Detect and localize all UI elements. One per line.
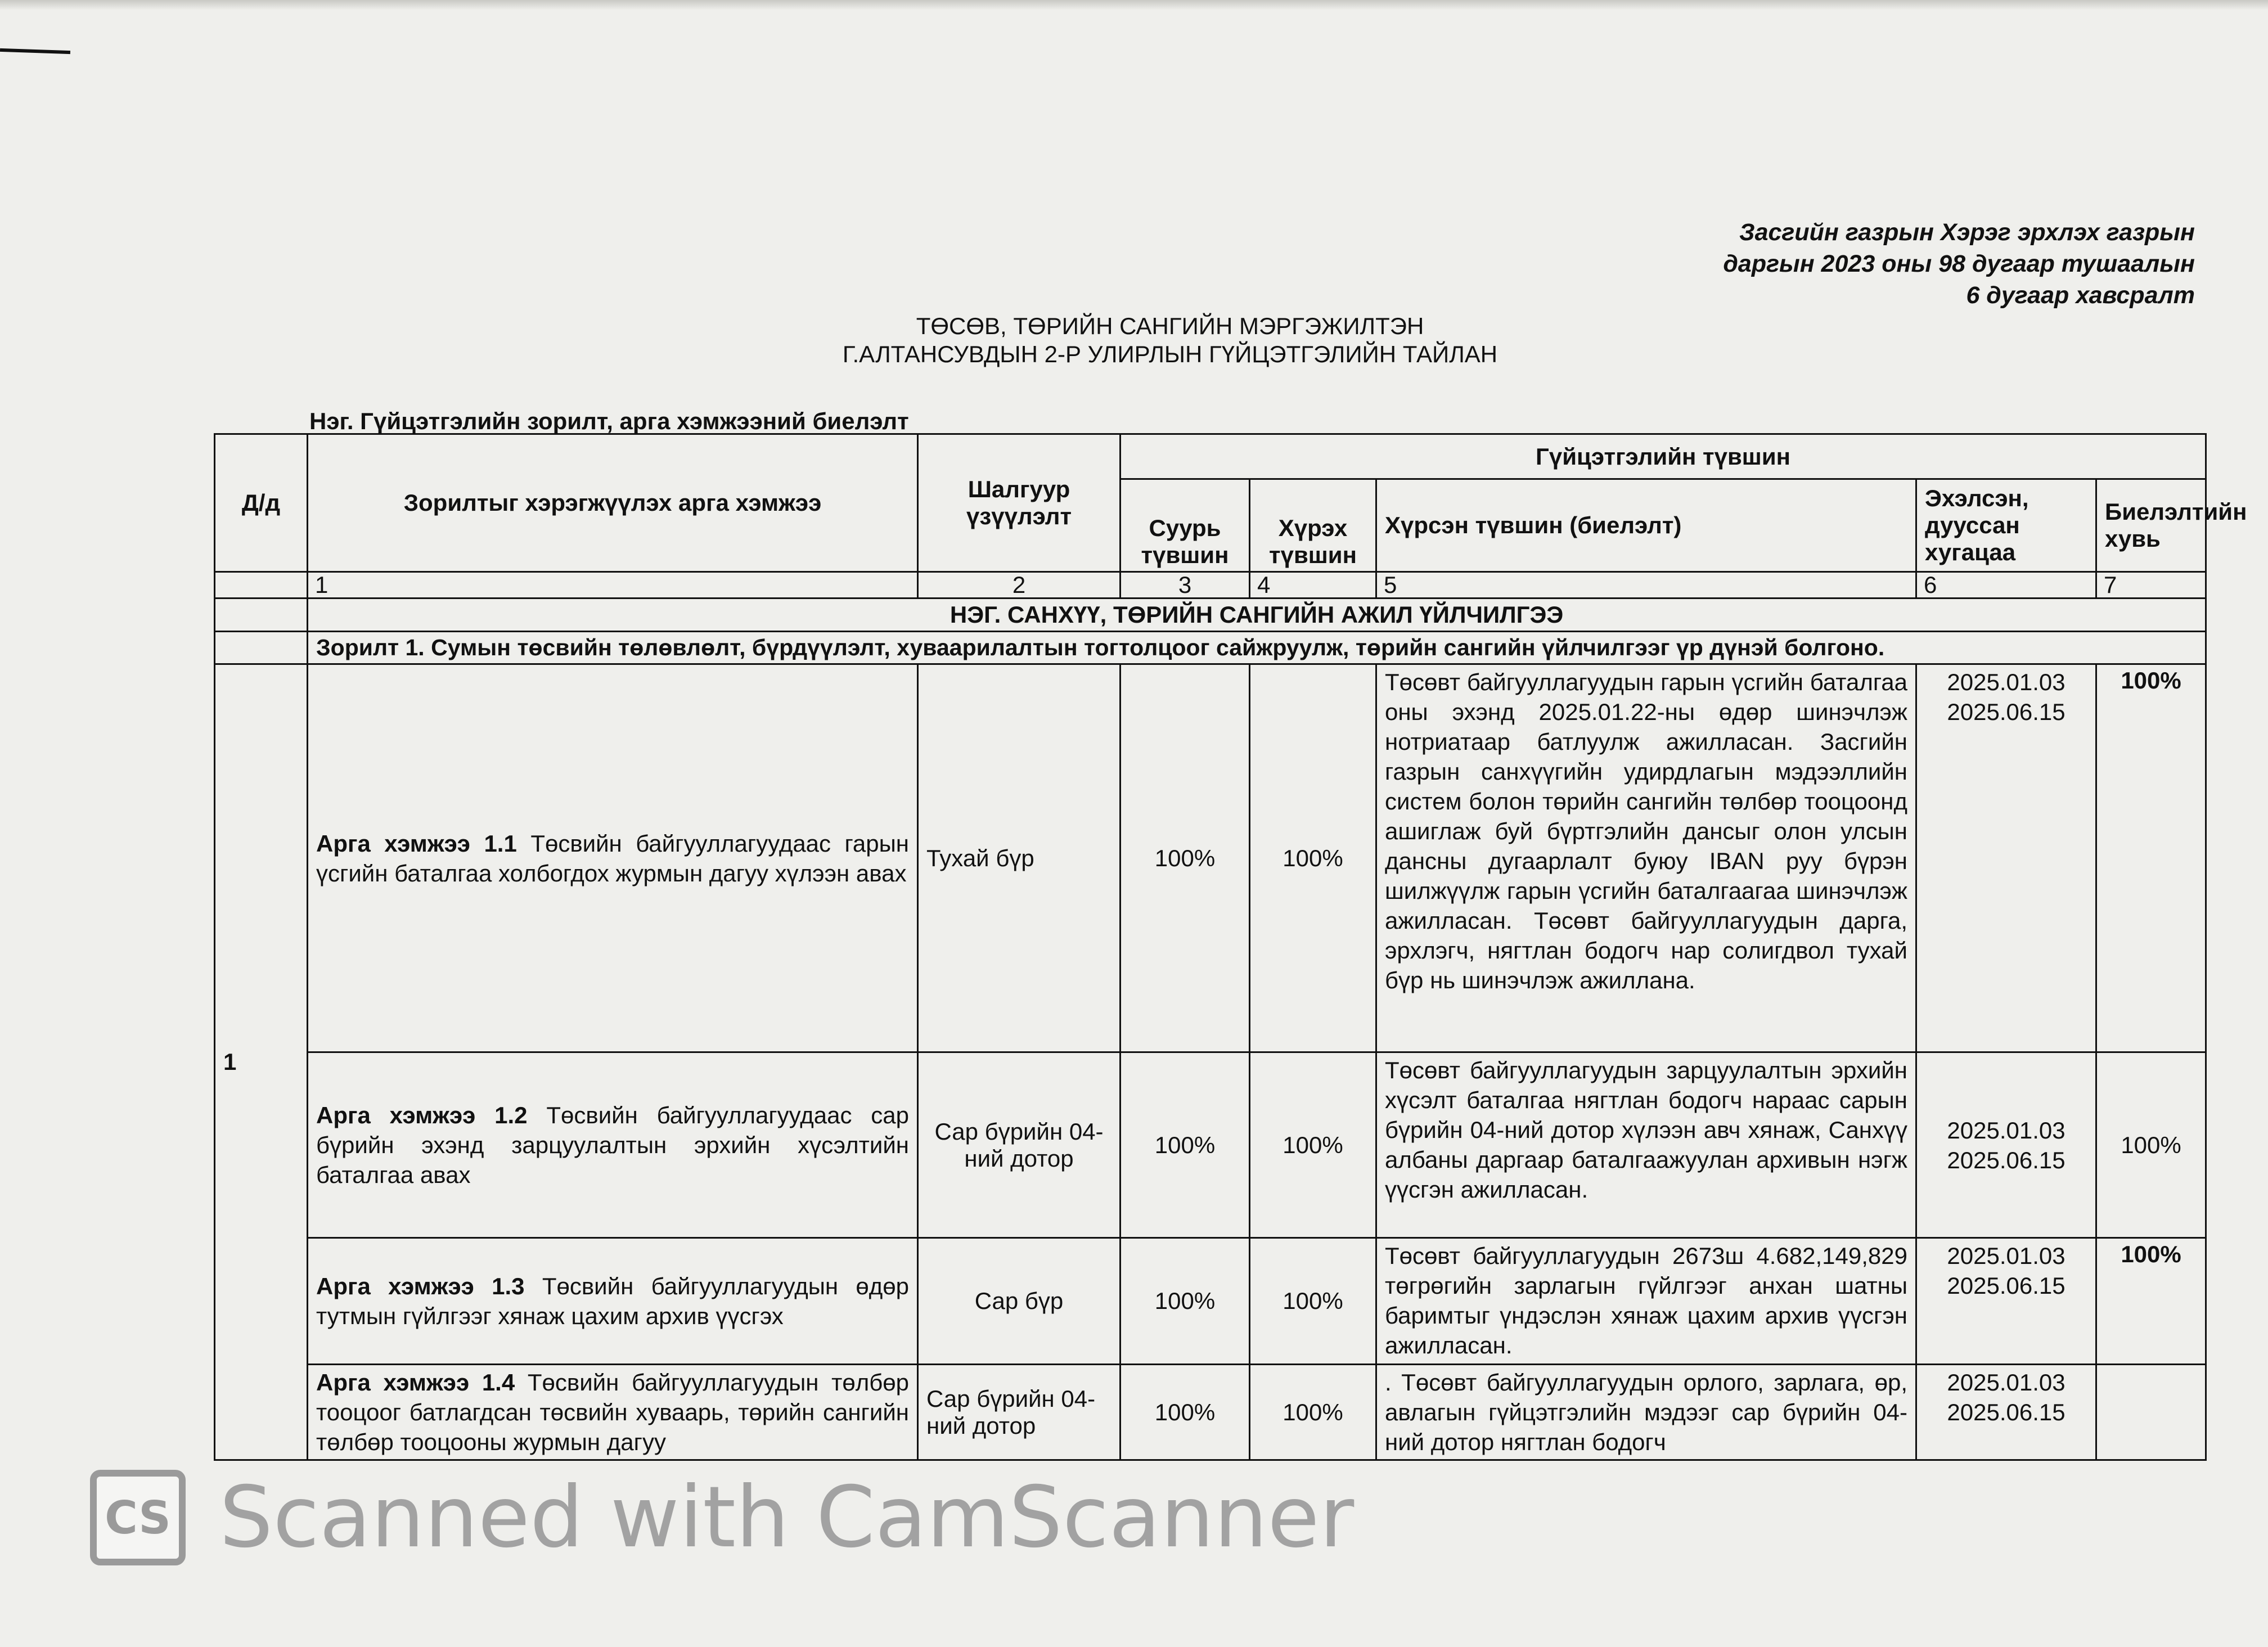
start-date: 2025.01.03 — [1947, 1117, 2066, 1144]
period-cell — [1916, 1238, 2096, 1365]
target-cell: 100% — [1250, 1365, 1376, 1460]
scan-top-edge — [0, 0, 2268, 10]
header-achieved: Хүрсэн түвшин (биелэлт) — [1376, 479, 1916, 572]
base-cell: 100% — [1120, 1052, 1250, 1238]
base-cell: 100% — [1120, 664, 1250, 1052]
column-number: 6 — [1916, 572, 2096, 598]
table-row — [215, 1238, 2206, 1365]
criteria-cell: Сар бүрийн 04-ний дотор — [918, 1365, 1120, 1460]
category-row: НЭГ. САНХҮҮ, ТӨРИЙН САНГИЙН АЖИЛ ҮЙЛЧИЛГЭЭ — [308, 598, 2206, 632]
end-date: 2025.06.15 — [1947, 699, 2066, 725]
performance-table — [214, 433, 2247, 1461]
criteria-cell: Сар бүр — [918, 1238, 1120, 1365]
measure-label: Арга хэмжээ 1.1 — [316, 830, 517, 857]
achieved-cell: Төсөвт байгууллагуудын гарын үсгийн баталгаа оны эхэнд 2025.01.22-ны өдөр шинэчлэж нотриатаар батлуулж ажилласан. Засгийн газрын санхүүгийн удирдлагын мэдээллийн систем болон төрийн сангийн төлбөр тооцоонд ашиглаж буй бүртгэлийн дансыг олон улсын дансны дугаарлалт буюу IBAN руу бүрэн шилжүүлж гарын үсгийн баталгаагаа шинэчлэж ажилласан. Төсөвт байгууллагуудын дарга, эрхлэгч, нягтлан бодогч нар солигдвол тухай бүр нь шинэчлэж ажиллана. — [1376, 664, 1916, 1052]
start-date: 2025.01.03 — [1947, 1243, 2066, 1269]
achieved-cell: . Төсөвт байгууллагуудын орлого, зарлага, өр, авлагын гүйцэтгэлийн мэдээг сар бүрийн 04-ний дотор нягтлан бодогч — [1376, 1365, 1916, 1460]
section-title: Нэг. Гүйцэтгэлийн зорилт, арга хэмжээний биелэлт — [309, 408, 909, 434]
end-date: 2025.06.15 — [1947, 1146, 2066, 1173]
criteria-cell: Сар бүрийн 04-ний дотор — [918, 1052, 1120, 1238]
approval-line: 6 дугаар хавсралт — [1966, 282, 2195, 309]
measure-cell — [308, 664, 918, 1052]
percent-cell — [2096, 1365, 2206, 1460]
row-number: 1 — [215, 664, 308, 1460]
category-spacer — [215, 598, 308, 632]
header-performance: Гүйцэтгэлийн түвшин — [1120, 434, 2206, 479]
measure-cell — [308, 1238, 918, 1365]
header-criteria: Шалгуур үзүүлэлт — [918, 434, 1120, 572]
approval-note — [1351, 217, 2195, 311]
period-cell — [1916, 1365, 2096, 1460]
header-dd: Д/д — [215, 434, 308, 572]
criteria-cell: Тухай бүр — [918, 664, 1120, 1052]
document-title — [703, 312, 1637, 368]
column-number: 5 — [1376, 572, 1916, 598]
start-date: 2025.01.03 — [1947, 669, 2066, 695]
approval-line: Засгийн газрын Хэрэг эрхлэх газрын — [1739, 219, 2195, 246]
percent-cell: 100% — [2096, 1052, 2206, 1238]
base-cell: 100% — [1120, 1365, 1250, 1460]
end-date: 2025.06.15 — [1947, 1272, 2066, 1299]
approval-line: даргын 2023 оны 98 дугаар тушаалын — [1723, 250, 2195, 277]
target-cell: 100% — [1250, 1238, 1376, 1365]
measure-cell — [308, 1365, 918, 1460]
header-base: Суурь түвшин — [1120, 479, 1250, 572]
measure-label: Арга хэмжээ 1.4 — [316, 1369, 515, 1396]
measure-text: Төсвийн байгууллагуудын төлбөр тооцоог батлагдсан төсвийн хуваарь, төрийн сангийн төлбөр тооцооны журмын дагуу — [316, 1369, 909, 1455]
header-target: Хүрэх түвшин — [1250, 479, 1376, 572]
measure-text: Төсвийн байгууллагуудаас сар бүрийн эхэнд зарцуулалтын эрхийн хүсэлтийн баталгаа авах — [316, 1102, 910, 1188]
column-number: 4 — [1250, 572, 1376, 598]
start-date: 2025.01.03 — [1947, 1369, 2066, 1396]
title-line: ТӨСӨВ, ТӨРИЙН САНГИЙН МЭРГЭЖИЛТЭН — [916, 313, 1424, 339]
camscanner-logo-icon: CS — [90, 1470, 186, 1565]
percent-cell: 100% — [2096, 1238, 2206, 1365]
camscanner-text: Scanned with CamScanner — [219, 1469, 1354, 1567]
header-percent: Биелэлтийн хувь — [2096, 479, 2206, 572]
column-number: 3 — [1120, 572, 1250, 598]
objective-spacer — [215, 632, 308, 664]
achieved-cell: Төсөвт байгууллагуудын 2673ш 4.682,149,829 төгрөгийн зарлагын гүйлгээг анхан шатны баримтыг үндэслэн хянаж цахим архив үүсгэн ажилласан. — [1376, 1238, 1916, 1365]
base-cell: 100% — [1120, 1238, 1250, 1365]
camscanner-watermark — [90, 1467, 1354, 1568]
measure-label: Арга хэмжээ 1.3 — [316, 1273, 525, 1299]
table-row — [215, 664, 2206, 1052]
column-number — [215, 572, 308, 598]
table-row — [215, 1052, 2206, 1238]
header-period: Эхэлсэн, дууссан хугацаа — [1916, 479, 2096, 572]
percent-cell: 100% — [2096, 664, 2206, 1052]
objective-row: Зорилт 1. Сумын төсвийн төлөвлөлт, бүрдүүлэлт, хуваарилалтын тогтолцоог сайжруулж, төрийн сангийн үйлчилгээг үр дүнэй болгоно. — [308, 632, 2206, 664]
header-measure: Зорилтыг хэрэгжүүлэх арга хэмжээ — [308, 434, 918, 572]
column-number: 1 — [308, 572, 918, 598]
measure-text: Төсвийн байгууллагуудаас гарын үсгийн баталгаа холбогдох журмын дагуу хүлээн авах — [316, 830, 910, 886]
column-number: 2 — [918, 572, 1120, 598]
end-date: 2025.06.15 — [1947, 1399, 2066, 1425]
column-number: 7 — [2096, 572, 2206, 598]
table-row — [215, 1365, 2206, 1460]
period-cell — [1916, 664, 2096, 1052]
target-cell: 100% — [1250, 664, 1376, 1052]
measure-cell — [308, 1052, 918, 1238]
measure-label: Арга хэмжээ 1.2 — [316, 1102, 528, 1128]
pen-mark — [0, 48, 70, 54]
period-cell — [1916, 1052, 2096, 1238]
title-line: Г.АЛТАНСУВДЫН 2-Р УЛИРЛЫН ГҮЙЦЭТГЭЛИЙН ТАЙЛАН — [842, 341, 1498, 367]
measure-text: Төсвийн байгууллагуудын өдөр тутмын гүйлгээг хянаж цахим архив үүсгэх — [316, 1273, 910, 1329]
target-cell: 100% — [1250, 1052, 1376, 1238]
achieved-cell: Төсөвт байгууллагуудын зарцуулалтын эрхийн хүсэлт баталгаа нягтлан бодогч нараас сарын бүрийн 04-ний дотор хүлээн авч хянаж, Санхүү албаны даргаар баталгаажуулан архивын нэгж үүсгэн ажилласан. — [1376, 1052, 1916, 1238]
